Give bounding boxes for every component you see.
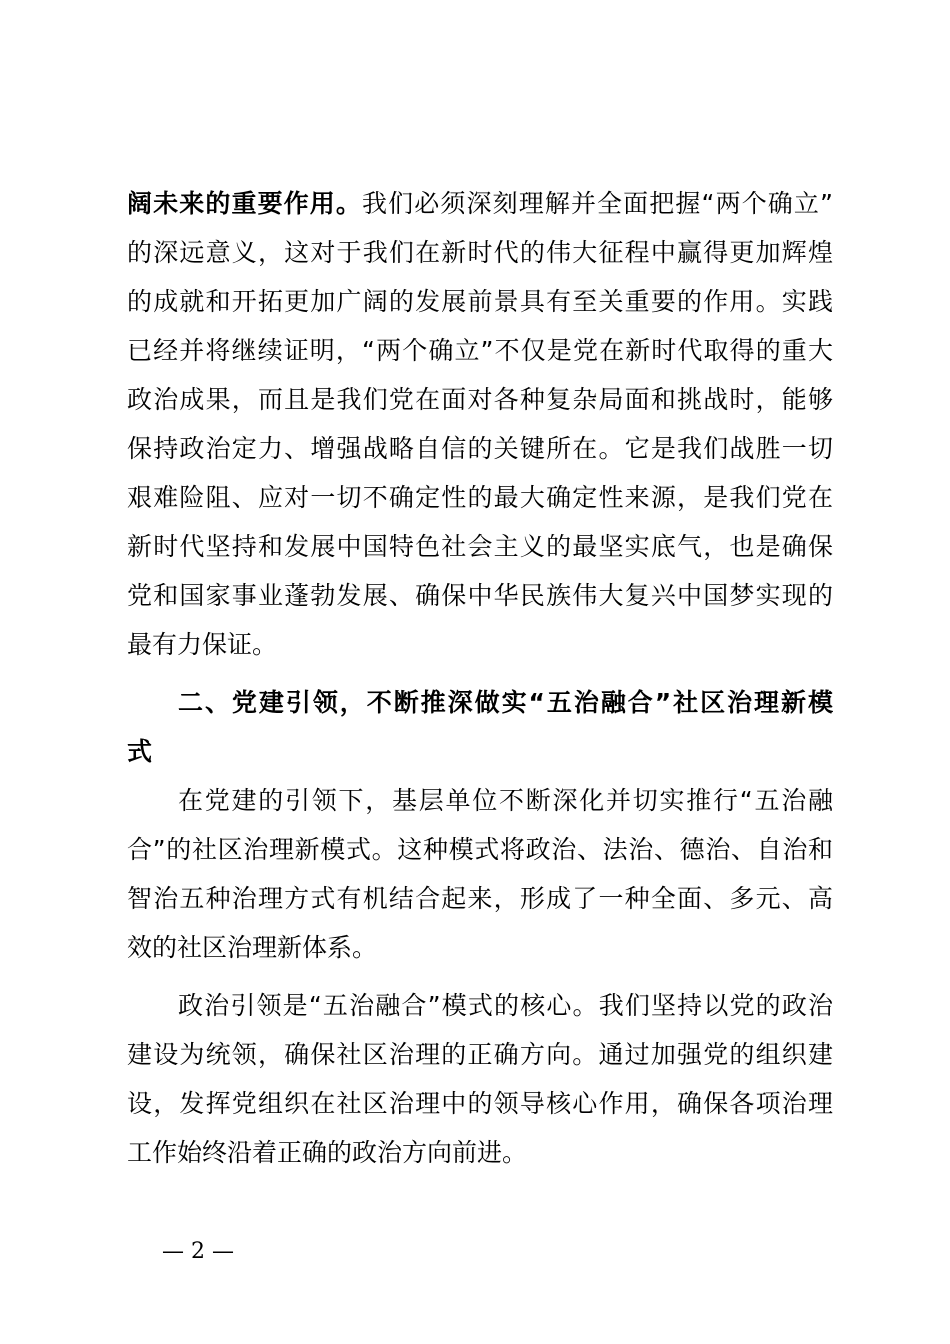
body-line: 保持政治定力、增强战略自信的关键所在。它是我们战胜一切 bbox=[127, 434, 833, 463]
body-line-last: 效的社区治理新体系。 bbox=[127, 933, 378, 962]
paragraph-first-line: 政治引领是“五治融合”模式的核心。我们坚持以党的政治 bbox=[178, 991, 833, 1020]
body-line: 合”的社区治理新模式。这种模式将政治、法治、德治、自治和 bbox=[127, 835, 833, 864]
body-line: 的深远意义，这对于我们在新时代的伟大征程中赢得更加辉煌 bbox=[127, 238, 833, 267]
body-line: 智治五种治理方式有机结合起来，形成了一种全面、多元、高 bbox=[127, 884, 833, 913]
body-line: 党和国家事业蓬勃发展、确保中华民族伟大复兴中国梦实现的 bbox=[127, 581, 833, 610]
body-line: 政治成果，而且是我们党在面对各种复杂局面和挑战时，能够 bbox=[127, 385, 833, 414]
body-line-last: 工作始终沿着正确的政治方向前进。 bbox=[127, 1138, 528, 1167]
body-line: 建设为统领，确保社区治理的正确方向。通过加强党的组织建 bbox=[127, 1040, 833, 1069]
body-line: 已经并将继续证明，“两个确立”不仅是党在新时代取得的重大 bbox=[127, 336, 833, 365]
body-text: 我们必须深刻理解并全面把握“两个确立” bbox=[362, 189, 833, 218]
page-number: — 2 — bbox=[162, 1239, 234, 1264]
body-line-last: 最有力保证。 bbox=[127, 630, 278, 659]
body-line: 新时代坚持和发展中国特色社会主义的最坚实底气，也是确保 bbox=[127, 532, 833, 561]
paragraph-first-line: 在党建的引领下，基层单位不断深化并切实推行“五治融 bbox=[178, 786, 833, 815]
body-line: 的成就和开拓更加广阔的发展前景具有至关重要的作用。实践 bbox=[127, 287, 833, 316]
bold-lead-phrase: 阔未来的重要作用。 bbox=[127, 189, 363, 218]
body-line bbox=[127, 184, 833, 224]
section-heading-continuation: 式 bbox=[127, 737, 153, 766]
section-heading: 二、党建引领，不断推深做实“五治融合”社区治理新模 bbox=[178, 688, 833, 717]
body-line: 艰难险阻、应对一切不确定性的最大确定性来源，是我们党在 bbox=[127, 483, 833, 512]
body-line: 设，发挥党组织在社区治理中的领导核心作用，确保各项治理 bbox=[127, 1089, 833, 1118]
